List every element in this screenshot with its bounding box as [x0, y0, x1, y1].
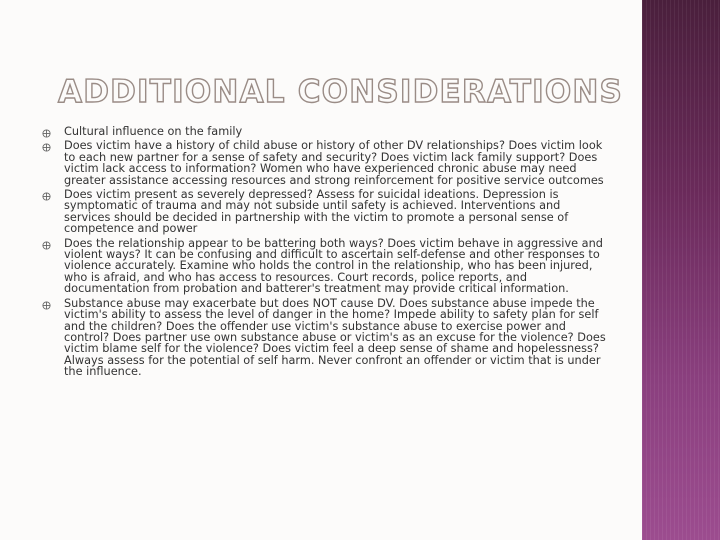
- bullet-text: Does victim have a history of child abuse or history of other DV relationships? Does victim look to each new partner for a sense of safety and security? Does victim lack family support? Does victim lack access to information? Women who have experienced chronic abuse may need greater assistance accessing resources and strong reinforcement for positive service outcomes: [64, 139, 604, 187]
- bullet-text: Does victim present as severely depressed? Assess for suicidal ideations. Depression is symptomatic of trauma and may not subside until safety is achieved. Interventions and services should be decided in partnership with the victim to promote a personal sense of competence and power: [64, 188, 569, 236]
- circle-cross-icon: [42, 241, 51, 250]
- circle-cross-icon: [42, 192, 51, 201]
- bullet-item-abuse-history: [40, 140, 610, 186]
- bullet-item-cultural-influence: [40, 126, 610, 137]
- accent-band-texture: [642, 0, 720, 540]
- bullet-item-depression: [40, 189, 610, 235]
- bullet-list: [40, 126, 610, 381]
- circle-cross-icon: [42, 143, 51, 152]
- bullet-text: Does the relationship appear to be battering both ways? Does victim behave in aggressive and violent ways? It can be confusing and difficult to ascertain self-defense and other responses to violence accurately. Examine who holds the control in the relationship, who has been injured, who is afraid, and who has access to resources. Court records, police reports, and documentation from probation and batterer's treatment may provide critical information.: [64, 236, 603, 296]
- bullet-text: Cultural influence on the family: [64, 125, 243, 138]
- slide-title: ADDITIONAL CONSIDERATIONS: [58, 74, 624, 110]
- circle-cross-icon: [42, 301, 51, 310]
- circle-cross-icon: [42, 129, 51, 138]
- bullet-item-battering-both-ways: [40, 238, 610, 295]
- bullet-text: Substance abuse may exacerbate but does NOT cause DV. Does substance abuse impede the victim's ability to assess the level of danger in the home? Impede ability to safety plan for self and the children? Does the offender use victim's substance abuse to exercise power and control? Does partner use own substance abuse or victim's as an excuse for the violence? Does victim blame self for the violence? Does victim feel a deep sense of shame and hopelessness? Always assess for the potential of self harm. Never confront an offender or victim that is under the influence.: [64, 296, 606, 379]
- bullet-item-substance-abuse: [40, 298, 610, 378]
